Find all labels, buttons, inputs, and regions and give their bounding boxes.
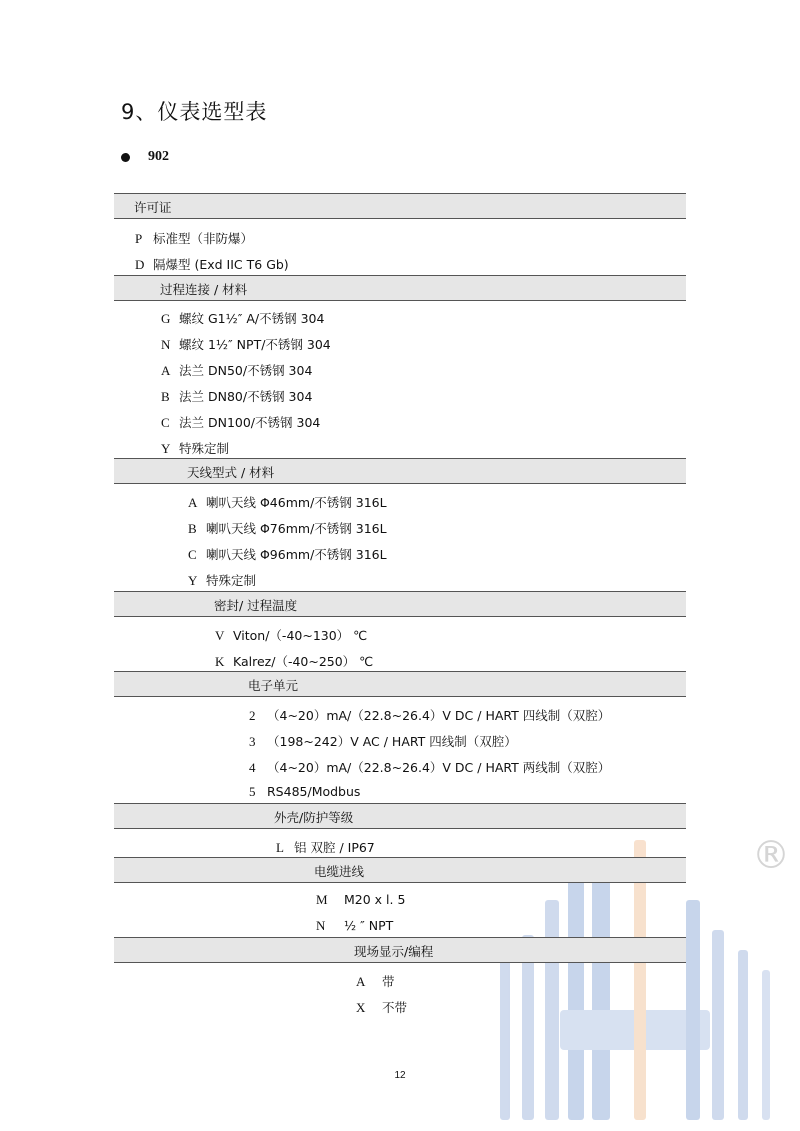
section-header-seal bbox=[114, 591, 686, 617]
option-text: RS485/Modbus bbox=[267, 784, 361, 799]
option-code: 5 bbox=[249, 784, 256, 799]
option-code: A bbox=[188, 495, 198, 510]
option-code: C bbox=[188, 547, 197, 562]
section-label: 密封/ 过程温度 bbox=[214, 598, 298, 613]
option-code: Y bbox=[188, 573, 198, 588]
option-row bbox=[249, 706, 610, 724]
bullet-icon bbox=[121, 153, 130, 162]
option-code: N bbox=[316, 918, 326, 933]
model-number: 902 bbox=[148, 149, 169, 164]
option-text: 法兰 DN50/不锈钢 304 bbox=[179, 363, 313, 378]
option-row bbox=[188, 493, 387, 511]
option-code: B bbox=[161, 389, 170, 404]
option-text: （4~20）mA/（22.8~26.4）V DC / HART 四线制（双腔） bbox=[267, 708, 611, 723]
option-text: 带 bbox=[382, 974, 395, 989]
option-text: 喇叭天线 Φ76mm/不锈钢 316L bbox=[206, 521, 387, 536]
option-text: 不带 bbox=[382, 1000, 408, 1015]
section-label: 过程连接 / 材料 bbox=[160, 282, 248, 297]
section-header-cable-entry bbox=[114, 857, 686, 883]
option-text: 喇叭天线 Φ96mm/不锈钢 316L bbox=[206, 547, 387, 562]
option-code: L bbox=[276, 840, 284, 855]
option-row bbox=[135, 229, 253, 247]
option-row bbox=[188, 571, 256, 589]
option-code: B bbox=[188, 521, 197, 536]
option-text: 法兰 DN100/不锈钢 304 bbox=[179, 415, 321, 430]
section-label: 天线型式 / 材料 bbox=[187, 465, 275, 480]
option-row bbox=[188, 519, 387, 537]
option-row bbox=[249, 758, 610, 776]
option-row bbox=[215, 626, 367, 644]
option-text: （4~20）mA/（22.8~26.4）V DC / HART 两线制（双腔） bbox=[267, 760, 611, 775]
option-text: ½ ″ NPT bbox=[344, 918, 394, 933]
section-header-license bbox=[114, 193, 686, 219]
registered-mark: ® bbox=[752, 833, 790, 877]
section-label: 外壳/防护等级 bbox=[274, 810, 354, 825]
option-code: 3 bbox=[249, 734, 256, 749]
option-row bbox=[161, 309, 324, 327]
option-text: 隔爆型 (Exd IIC T6 Gb) bbox=[153, 257, 289, 272]
option-row bbox=[161, 335, 331, 353]
page-number: 12 bbox=[394, 1070, 406, 1081]
option-row bbox=[356, 998, 407, 1016]
option-text: Kalrez/（-40~250） ℃ bbox=[233, 654, 374, 669]
option-code: X bbox=[356, 1000, 366, 1015]
option-text: 法兰 DN80/不锈钢 304 bbox=[179, 389, 313, 404]
option-row bbox=[135, 255, 289, 273]
option-code: C bbox=[161, 415, 170, 430]
option-code: A bbox=[356, 974, 366, 989]
option-row bbox=[249, 732, 517, 750]
option-text: 喇叭天线 Φ46mm/不锈钢 316L bbox=[206, 495, 387, 510]
option-row bbox=[161, 387, 312, 405]
option-text: Viton/（-40~130） ℃ bbox=[233, 628, 368, 643]
option-code: P bbox=[135, 231, 143, 246]
option-code: M bbox=[316, 892, 328, 907]
option-row bbox=[249, 784, 360, 800]
option-row bbox=[188, 545, 387, 563]
option-row bbox=[161, 439, 229, 457]
option-text: 标准型（非防爆） bbox=[153, 231, 254, 246]
option-row bbox=[356, 972, 395, 990]
section-header-electronics bbox=[114, 671, 686, 697]
option-text: （198~242）V AC / HART 四线制（双腔） bbox=[267, 734, 517, 749]
section-header-display bbox=[114, 937, 686, 963]
option-text: 铝 双腔 / IP67 bbox=[294, 840, 375, 855]
option-code: G bbox=[161, 311, 171, 326]
option-code: V bbox=[215, 628, 225, 643]
section-label: 电缆进线 bbox=[314, 864, 365, 879]
option-code: 4 bbox=[249, 760, 256, 775]
option-code: K bbox=[215, 654, 225, 669]
option-text: 螺纹 1½″ NPT/不锈钢 304 bbox=[179, 337, 331, 352]
option-text: M20 x l. 5 bbox=[344, 892, 406, 907]
option-row bbox=[215, 652, 373, 670]
option-row bbox=[316, 918, 393, 934]
section-label: 现场显示/编程 bbox=[354, 944, 434, 959]
option-text: 特殊定制 bbox=[179, 441, 230, 456]
section-header-process-connection bbox=[114, 275, 686, 301]
page-title: 9、仪表选型表 bbox=[121, 100, 268, 124]
option-code: N bbox=[161, 337, 171, 352]
option-row bbox=[276, 838, 375, 856]
section-header-housing bbox=[114, 803, 686, 829]
option-text: 螺纹 G1½″ A/不锈钢 304 bbox=[179, 311, 325, 326]
option-text: 特殊定制 bbox=[206, 573, 257, 588]
section-label: 电子单元 bbox=[248, 678, 299, 693]
section-label: 许可证 bbox=[134, 200, 172, 215]
option-row bbox=[161, 413, 320, 431]
option-row bbox=[161, 361, 312, 379]
option-code: D bbox=[135, 257, 145, 272]
option-code: A bbox=[161, 363, 171, 378]
option-code: Y bbox=[161, 441, 171, 456]
option-row bbox=[316, 892, 405, 908]
section-header-antenna bbox=[114, 458, 686, 484]
option-code: 2 bbox=[249, 708, 256, 723]
